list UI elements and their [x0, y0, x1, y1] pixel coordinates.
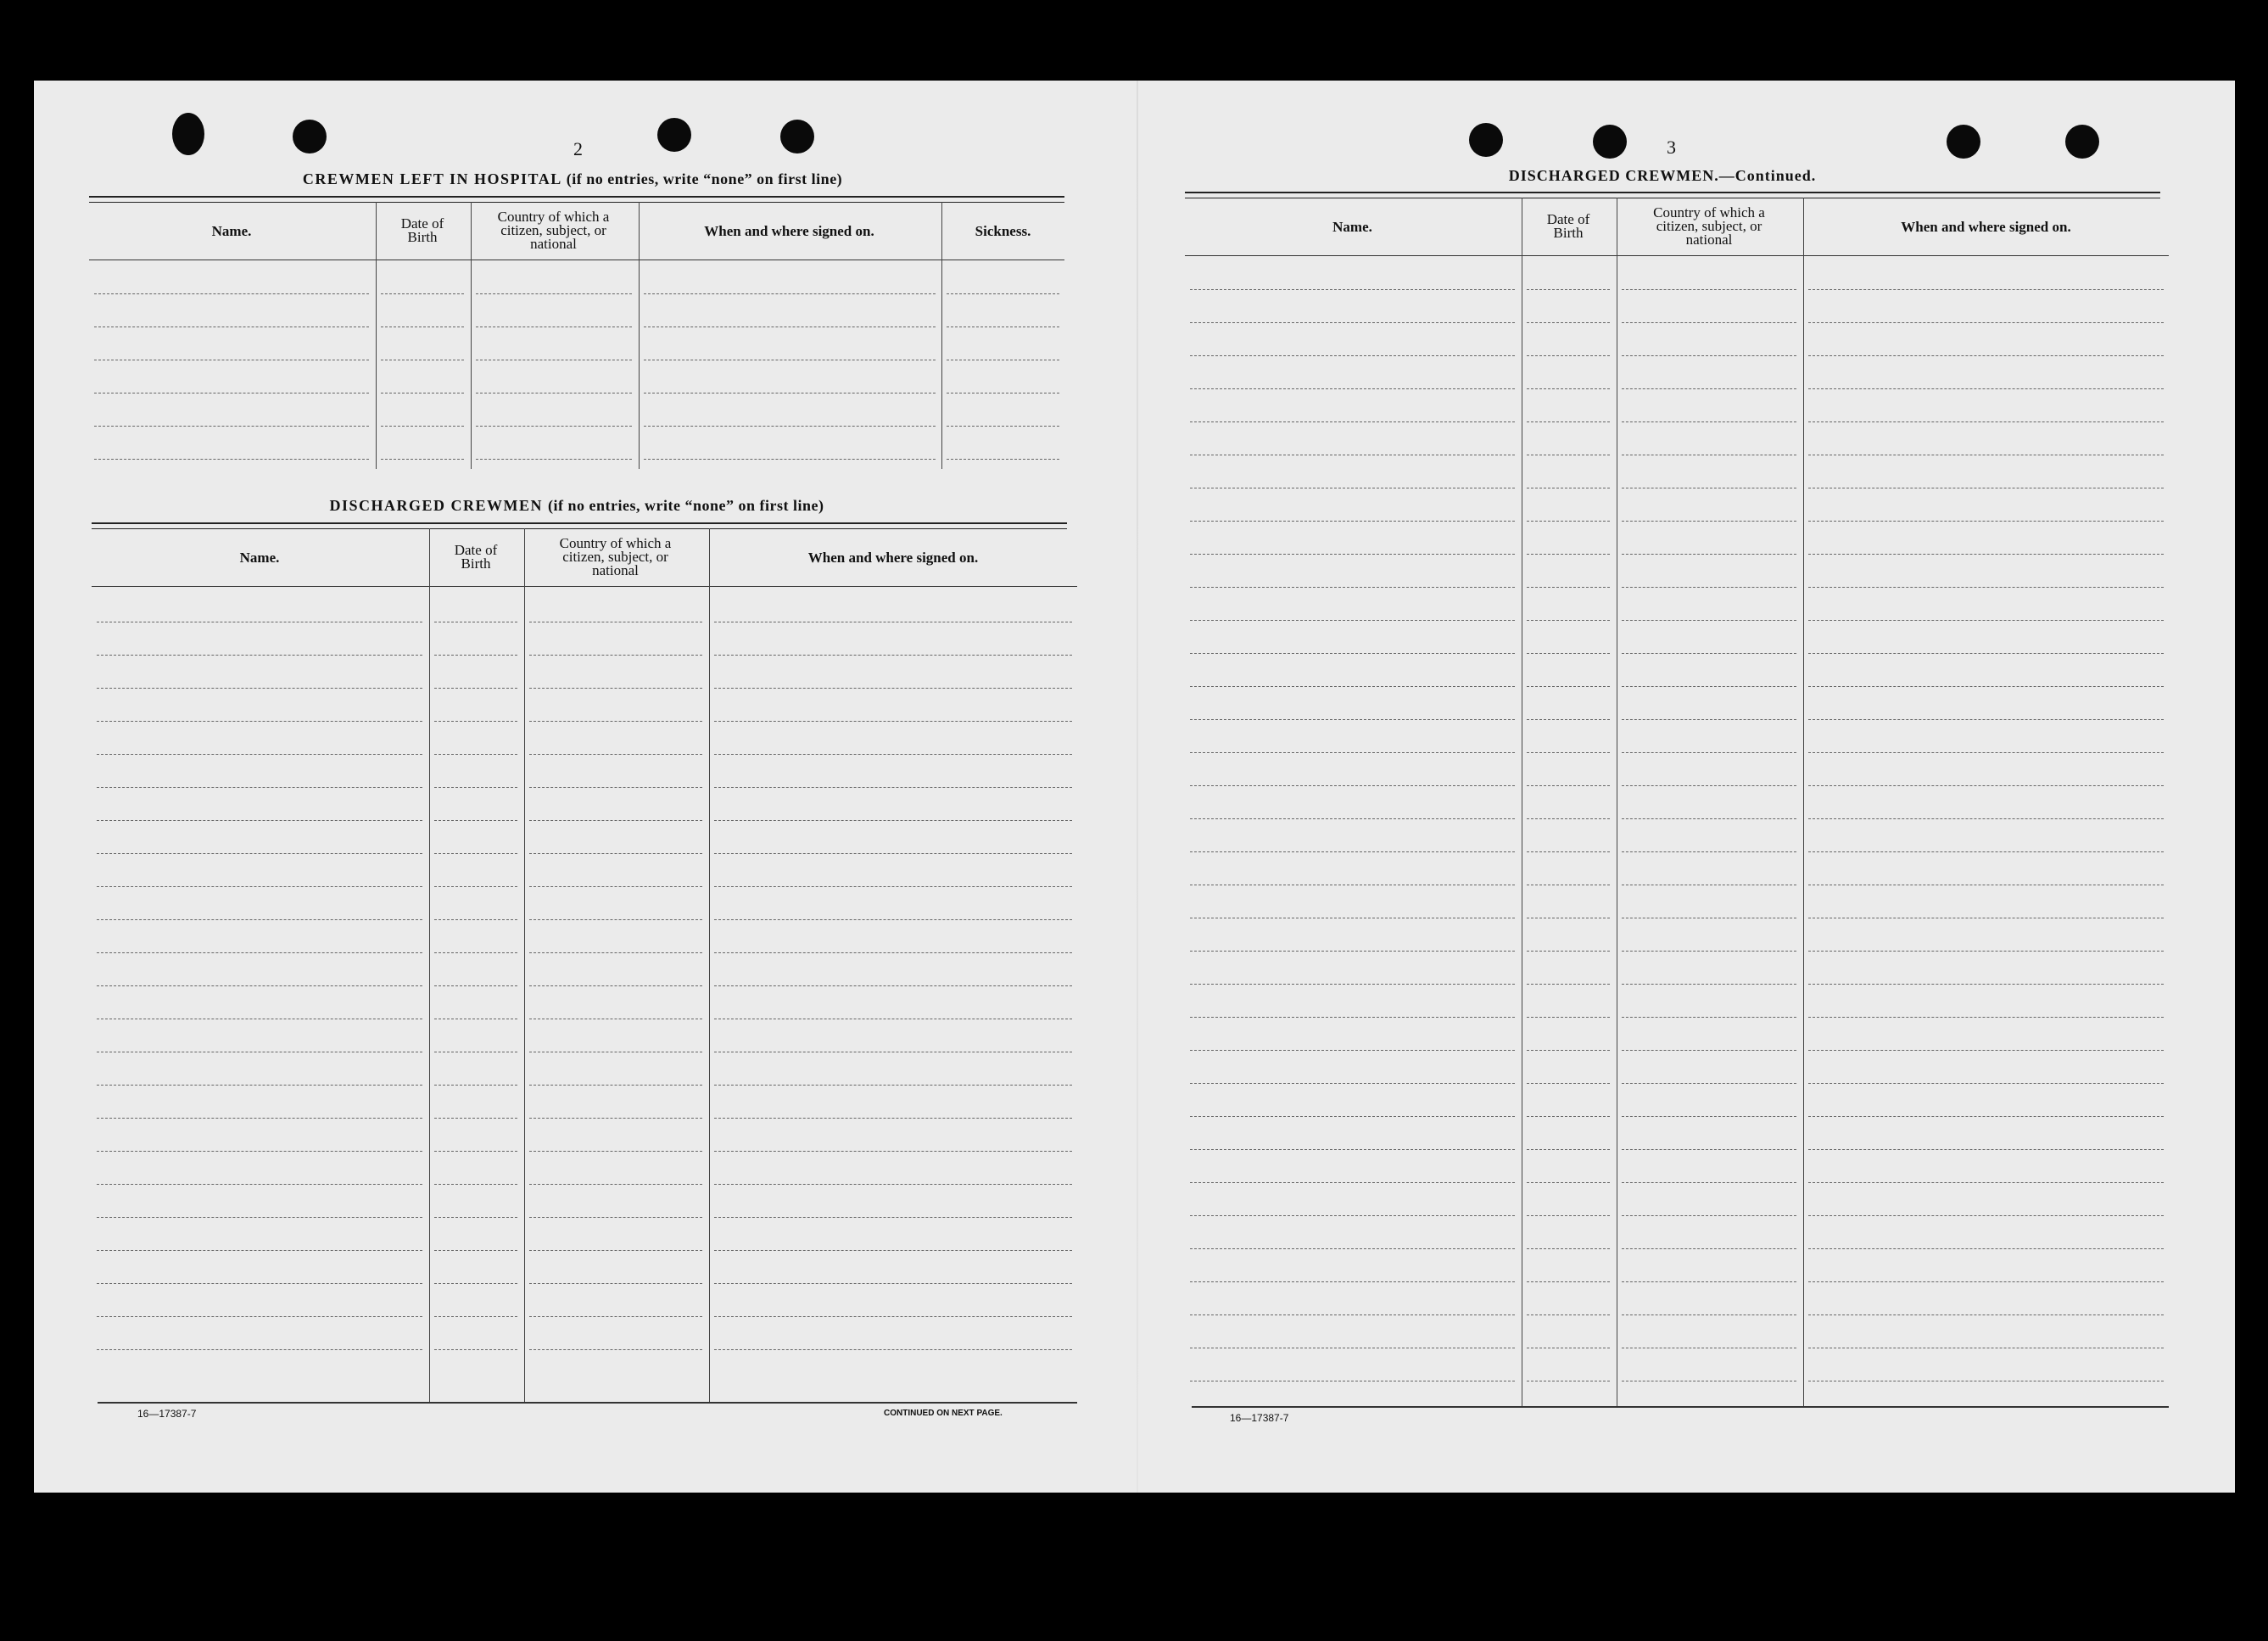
fill-in-line	[1190, 355, 1515, 356]
fill-in-line	[714, 853, 1072, 854]
fill-in-line	[1622, 1116, 1796, 1117]
punch-hole	[1593, 125, 1627, 159]
fill-in-line	[434, 1085, 517, 1086]
fill-in-line	[1190, 851, 1515, 852]
fill-in-line	[1527, 1149, 1610, 1150]
col-header-name: Name.	[211, 222, 252, 239]
fill-in-line	[97, 820, 422, 821]
col-header-country-text: Country of which a citizen, subject, or national	[559, 535, 672, 578]
fill-in-line	[529, 1349, 702, 1350]
fill-in-line	[529, 688, 702, 689]
fill-in-line	[94, 426, 369, 427]
fill-in-line	[1622, 1215, 1796, 1216]
fill-in-line	[1190, 785, 1515, 786]
fill-in-line	[1527, 388, 1610, 389]
fill-in-line	[1190, 1149, 1515, 1150]
fill-in-line	[529, 886, 702, 887]
fill-in-line	[434, 655, 517, 656]
fill-in-line	[1527, 1215, 1610, 1216]
fill-in-line	[1622, 289, 1796, 290]
discharged-continued-table	[1185, 198, 2169, 1406]
punch-hole	[1947, 125, 1980, 159]
fill-in-line	[94, 293, 369, 294]
col-header-country	[471, 202, 636, 260]
fill-in-line	[1527, 421, 1610, 422]
fill-in-line	[1622, 322, 1796, 323]
fill-in-line	[434, 919, 517, 920]
punch-hole	[293, 120, 327, 153]
fill-in-line	[97, 853, 422, 854]
column-divider	[941, 202, 942, 469]
fill-in-line	[1527, 1017, 1610, 1018]
fill-in-line	[1622, 620, 1796, 621]
punch-hole	[172, 113, 204, 155]
fill-in-line	[1190, 587, 1515, 588]
fill-in-line	[1527, 785, 1610, 786]
fill-in-line	[1527, 984, 1610, 985]
hospital-title-note: (if no entries, write “none” on first line)	[566, 170, 843, 187]
fill-in-line	[1808, 752, 2164, 753]
fill-in-line	[434, 1250, 517, 1251]
fill-in-line	[1808, 1281, 2164, 1282]
header-rule	[92, 586, 1077, 587]
fill-in-line	[714, 1085, 1072, 1086]
hospital-table	[89, 202, 1064, 469]
fill-in-line	[529, 1184, 702, 1185]
fill-in-line	[1808, 1314, 2164, 1315]
fill-in-line	[381, 293, 464, 294]
fill-in-line	[529, 853, 702, 854]
fill-in-line	[714, 655, 1072, 656]
fill-in-line	[1808, 1116, 2164, 1117]
fill-in-line	[476, 459, 632, 460]
fill-in-line	[1622, 818, 1796, 819]
hospital-section-title	[85, 170, 1060, 188]
fill-in-line	[434, 754, 517, 755]
fill-in-line	[714, 1118, 1072, 1119]
fill-in-line	[1622, 851, 1796, 852]
fill-in-line	[434, 1118, 517, 1119]
column-divider	[524, 528, 525, 1402]
fill-in-line	[1808, 1149, 2164, 1150]
fill-in-line	[714, 787, 1072, 788]
fill-in-line	[1527, 322, 1610, 323]
punch-hole	[780, 120, 814, 153]
fill-in-line	[1190, 1281, 1515, 1282]
column-divider	[471, 202, 472, 469]
col-header-dob-text: Date of Birth	[454, 542, 498, 572]
fill-in-line	[529, 1316, 702, 1317]
fill-in-line	[1808, 322, 2164, 323]
fill-in-line	[1808, 1083, 2164, 1084]
fill-in-line	[1622, 1248, 1796, 1249]
form-number: 16—17387-7	[137, 1408, 197, 1420]
header-rule	[1185, 255, 2169, 256]
punch-hole	[2065, 125, 2099, 159]
fill-in-line	[1527, 620, 1610, 621]
bottom-rule	[1192, 1406, 2169, 1408]
fill-in-line	[1808, 851, 2164, 852]
col-header-signed-on: When and where signed on.	[1901, 218, 2071, 235]
fill-in-line	[1622, 984, 1796, 985]
fill-in-line	[1190, 1050, 1515, 1051]
fill-in-line	[97, 952, 422, 953]
fill-in-line	[1527, 289, 1610, 290]
fill-in-line	[1808, 951, 2164, 952]
fill-in-line	[947, 293, 1059, 294]
fill-in-line	[1527, 554, 1610, 555]
col-header-signed-on: When and where signed on.	[704, 222, 874, 239]
fill-in-line	[1190, 984, 1515, 985]
fill-in-line	[529, 919, 702, 920]
fill-in-line	[1190, 686, 1515, 687]
fill-in-line	[714, 1283, 1072, 1284]
fill-in-line	[529, 1085, 702, 1086]
fill-in-line	[1190, 388, 1515, 389]
fill-in-line	[1808, 620, 2164, 621]
fill-in-line	[714, 952, 1072, 953]
column-divider	[709, 528, 710, 1402]
fill-in-line	[1527, 653, 1610, 654]
fill-in-line	[476, 393, 632, 394]
hospital-title-main: CREWMEN LEFT IN HOSPITAL	[302, 170, 561, 187]
fill-in-line	[381, 393, 464, 394]
fill-in-line	[1808, 355, 2164, 356]
fill-in-line	[434, 985, 517, 986]
fill-in-line	[1622, 752, 1796, 753]
form-number: 16—17387-7	[1230, 1412, 1289, 1424]
fill-in-line	[1622, 1083, 1796, 1084]
col-header-dob-text: Date of Birth	[1546, 211, 1590, 241]
fill-in-line	[97, 1118, 422, 1119]
fill-in-line	[1622, 587, 1796, 588]
fill-in-line	[1808, 1248, 2164, 1249]
fill-in-line	[1808, 1017, 2164, 1018]
fill-in-line	[714, 886, 1072, 887]
fill-in-line	[947, 459, 1059, 460]
fill-in-line	[644, 426, 936, 427]
fill-in-line	[1190, 653, 1515, 654]
fill-in-line	[434, 688, 517, 689]
fill-in-line	[644, 293, 936, 294]
fill-in-line	[1808, 719, 2164, 720]
fill-in-line	[434, 1283, 517, 1284]
punch-hole	[1469, 123, 1503, 157]
fill-in-line	[1527, 951, 1610, 952]
fill-in-line	[476, 426, 632, 427]
fill-in-line	[381, 459, 464, 460]
fill-in-line	[1622, 388, 1796, 389]
fill-in-line	[947, 393, 1059, 394]
fill-in-line	[1622, 355, 1796, 356]
fill-in-line	[1622, 1281, 1796, 1282]
fill-in-line	[529, 985, 702, 986]
column-divider	[376, 202, 377, 469]
fill-in-line	[1808, 984, 2164, 985]
fill-in-line	[1527, 752, 1610, 753]
fill-in-line	[1190, 620, 1515, 621]
fill-in-line	[1622, 421, 1796, 422]
fill-in-line	[434, 1349, 517, 1350]
fill-in-line	[381, 426, 464, 427]
col-header-name: Name.	[1332, 218, 1372, 235]
fill-in-line	[529, 721, 702, 722]
fill-in-line	[1808, 289, 2164, 290]
col-header-date-of-birth	[1522, 198, 1615, 255]
fill-in-line	[714, 754, 1072, 755]
fill-in-line	[97, 1316, 422, 1317]
fill-in-line	[1190, 1215, 1515, 1216]
fill-in-line	[947, 426, 1059, 427]
fill-in-line	[434, 1316, 517, 1317]
fill-in-line	[529, 952, 702, 953]
fill-in-line	[1622, 1050, 1796, 1051]
fill-in-line	[1622, 719, 1796, 720]
col-header-date-of-birth	[429, 528, 522, 586]
discharged-title-note: (if no entries, write “none” on first line)	[548, 497, 824, 514]
fill-in-line	[1808, 587, 2164, 588]
fill-in-line	[1808, 1182, 2164, 1183]
fill-in-line	[1622, 1149, 1796, 1150]
fill-in-line	[434, 853, 517, 854]
fill-in-line	[97, 1349, 422, 1350]
fill-in-line	[1808, 1050, 2164, 1051]
fill-in-line	[1527, 719, 1610, 720]
fill-in-line	[1622, 686, 1796, 687]
fill-in-line	[529, 655, 702, 656]
fill-in-line	[97, 985, 422, 986]
form-sheet	[34, 81, 2235, 1493]
fill-in-line	[97, 1217, 422, 1218]
page-number: 3	[1667, 137, 1676, 158]
fill-in-line	[1527, 1281, 1610, 1282]
fill-in-line	[714, 1151, 1072, 1152]
fill-in-line	[97, 655, 422, 656]
fill-in-line	[1190, 289, 1515, 290]
discharged-continued-title: DISCHARGED CREWMEN.—Continued.	[1508, 167, 1817, 184]
fill-in-line	[714, 1349, 1072, 1350]
fill-in-line	[529, 1217, 702, 1218]
fill-in-line	[97, 1085, 422, 1086]
fill-in-line	[1527, 1116, 1610, 1117]
fill-in-line	[529, 820, 702, 821]
discharged-section-title	[89, 497, 1064, 515]
fill-in-line	[529, 754, 702, 755]
fill-in-line	[1808, 818, 2164, 819]
continued-note: CONTINUED ON NEXT PAGE.	[884, 1409, 1003, 1418]
col-header-sickness: Sickness.	[975, 222, 1031, 239]
fill-in-line	[529, 787, 702, 788]
fill-in-line	[1808, 521, 2164, 522]
fill-in-line	[1190, 1248, 1515, 1249]
bottom-rule	[98, 1402, 1077, 1404]
fill-in-line	[97, 754, 422, 755]
fill-in-line	[434, 1217, 517, 1218]
fill-in-line	[1622, 1182, 1796, 1183]
fill-in-line	[529, 1118, 702, 1119]
fill-in-line	[1527, 1248, 1610, 1249]
fill-in-line	[97, 1283, 422, 1284]
fill-in-line	[1527, 1083, 1610, 1084]
fill-in-line	[1808, 388, 2164, 389]
fill-in-line	[94, 393, 369, 394]
fill-in-line	[1622, 785, 1796, 786]
fill-in-line	[434, 1151, 517, 1152]
fill-in-line	[714, 1316, 1072, 1317]
fill-in-line	[1527, 851, 1610, 852]
column-divider	[639, 202, 640, 469]
fill-in-line	[1808, 421, 2164, 422]
fill-in-line	[1527, 1182, 1610, 1183]
fill-in-line	[97, 688, 422, 689]
fill-in-line	[1527, 355, 1610, 356]
fill-in-line	[1527, 686, 1610, 687]
col-header-date-of-birth	[376, 202, 469, 260]
fill-in-line	[529, 1250, 702, 1251]
fill-in-line	[714, 721, 1072, 722]
fill-in-line	[1808, 1215, 2164, 1216]
fill-in-line	[434, 952, 517, 953]
fill-in-line	[644, 459, 936, 460]
page-number: 2	[573, 138, 583, 159]
fill-in-line	[434, 721, 517, 722]
fill-in-line	[97, 787, 422, 788]
fill-in-line	[1190, 554, 1515, 555]
fill-in-line	[714, 1217, 1072, 1218]
fill-in-line	[1190, 1083, 1515, 1084]
fill-in-line	[529, 1283, 702, 1284]
column-divider	[429, 528, 430, 1402]
fill-in-line	[97, 1250, 422, 1251]
fill-in-line	[1622, 1017, 1796, 1018]
fill-in-line	[434, 820, 517, 821]
fill-in-line	[714, 919, 1072, 920]
fill-in-line	[97, 1151, 422, 1152]
fill-in-line	[1527, 818, 1610, 819]
fill-in-line	[1190, 421, 1515, 422]
fill-in-line	[1808, 686, 2164, 687]
fill-in-line	[97, 919, 422, 920]
fill-in-line	[1622, 1314, 1796, 1315]
fill-in-line	[1190, 1314, 1515, 1315]
fill-in-line	[1190, 951, 1515, 952]
col-header-country	[524, 528, 707, 586]
fill-in-line	[1622, 653, 1796, 654]
col-header-dob-text: Date of Birth	[400, 215, 444, 245]
fill-in-line	[1190, 752, 1515, 753]
fill-in-line	[94, 459, 369, 460]
fill-in-line	[1527, 521, 1610, 522]
fill-in-line	[1527, 1314, 1610, 1315]
fill-in-line	[1808, 554, 2164, 555]
fill-in-line	[434, 886, 517, 887]
fill-in-line	[1808, 653, 2164, 654]
fill-in-line	[1622, 554, 1796, 555]
col-header-country-text: Country of which a citizen, subject, or national	[1653, 204, 1765, 248]
fill-in-line	[714, 820, 1072, 821]
fill-in-line	[1190, 521, 1515, 522]
fill-in-line	[1190, 322, 1515, 323]
fill-in-line	[714, 1184, 1072, 1185]
fill-in-line	[714, 985, 1072, 986]
fill-in-line	[1527, 587, 1610, 588]
fill-in-line	[1190, 1182, 1515, 1183]
fill-in-line	[529, 1151, 702, 1152]
fill-in-line	[434, 787, 517, 788]
column-divider	[1803, 198, 1804, 1406]
page-fold	[1137, 81, 1138, 1493]
fill-in-line	[1190, 1116, 1515, 1117]
fill-in-line	[714, 1250, 1072, 1251]
col-header-country	[1617, 198, 1802, 255]
discharged-table	[92, 528, 1077, 1402]
fill-in-line	[714, 688, 1072, 689]
col-header-name: Name.	[239, 549, 280, 566]
discharged-title-main: DISCHARGED CREWMEN	[329, 497, 544, 514]
fill-in-line	[1527, 1050, 1610, 1051]
fill-in-line	[1808, 785, 2164, 786]
fill-in-line	[1190, 719, 1515, 720]
fill-in-line	[97, 721, 422, 722]
punch-hole	[657, 118, 691, 152]
fill-in-line	[1190, 818, 1515, 819]
fill-in-line	[644, 393, 936, 394]
fill-in-line	[97, 1184, 422, 1185]
fill-in-line	[434, 1184, 517, 1185]
fill-in-line	[1190, 1017, 1515, 1018]
fill-in-line	[1622, 951, 1796, 952]
col-header-country-text: Country of which a citizen, subject, or national	[497, 209, 610, 252]
fill-in-line	[1622, 521, 1796, 522]
fill-in-line	[476, 293, 632, 294]
fill-in-line	[97, 886, 422, 887]
col-header-signed-on: When and where signed on.	[807, 549, 979, 566]
